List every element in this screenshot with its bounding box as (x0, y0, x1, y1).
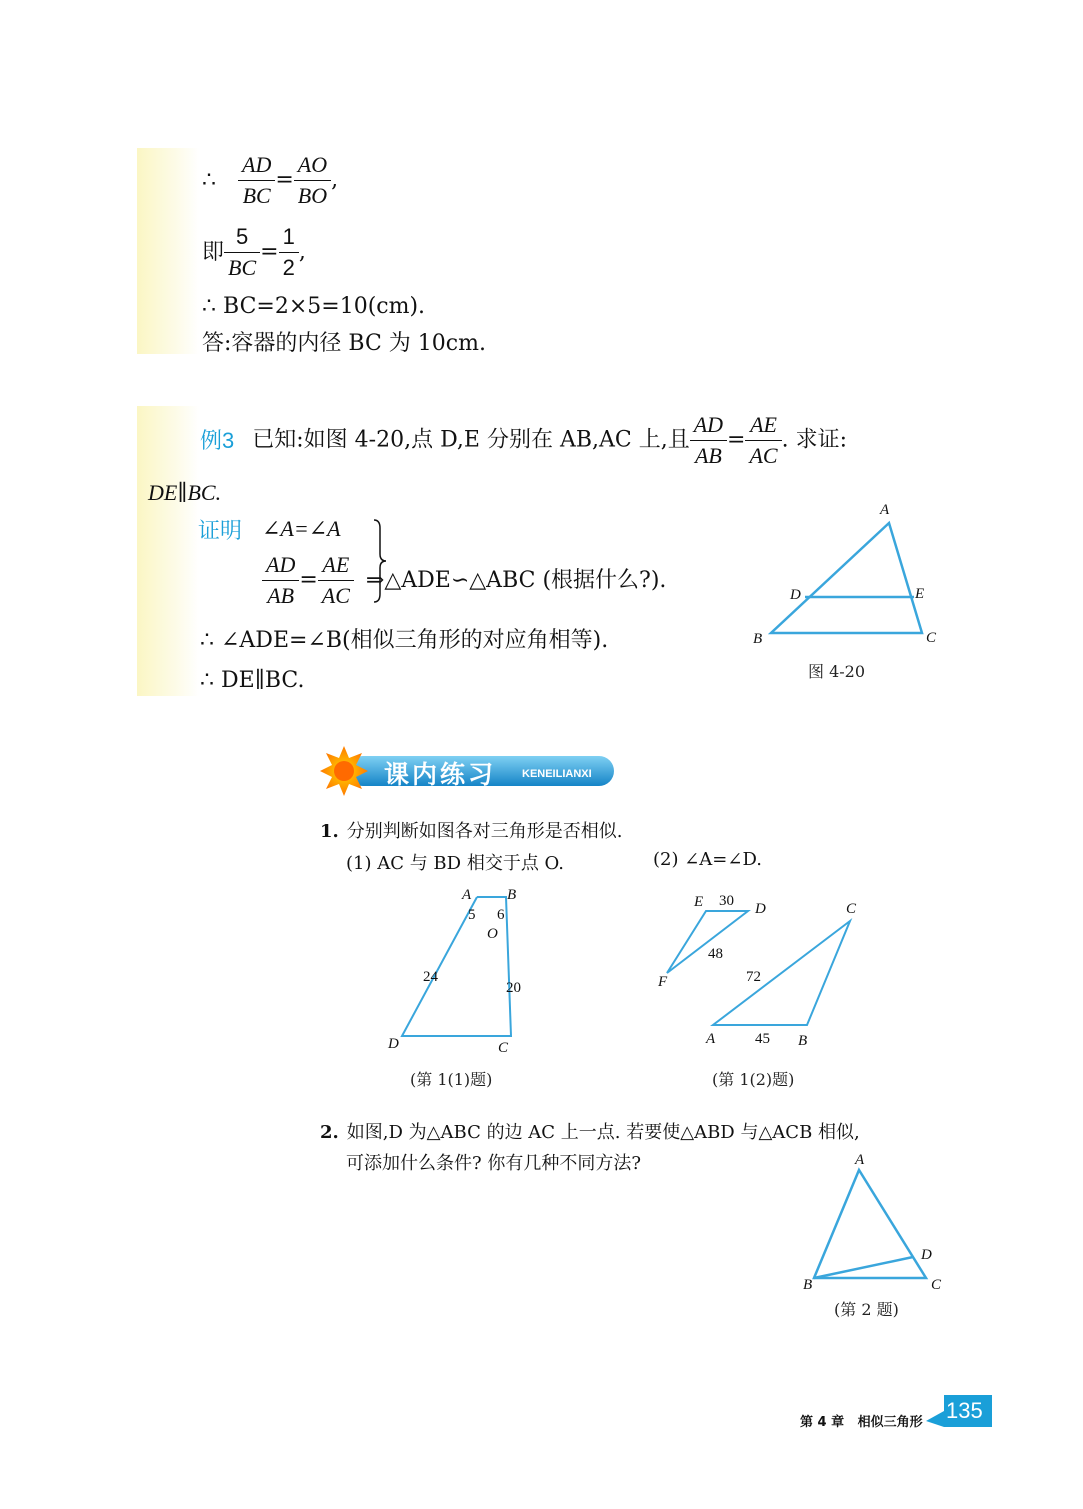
proof-brace (372, 518, 388, 604)
q2-statement-line2: 可添加什么条件? 你有几种不同方法? (346, 1153, 642, 1174)
proof-line-3: ∴ ∠ADE=∠B(相似三角形的对应角相等). (200, 628, 609, 653)
q2-label-d: D (921, 1247, 932, 1263)
q11-label-b: B (507, 887, 517, 903)
q12-label-d: D (755, 901, 766, 917)
proof-line-1: ∠A=∠A (262, 516, 341, 541)
fig420-label-d: D (790, 587, 801, 603)
proof-label: 证明 (198, 518, 243, 543)
fraction-1-2: $\frac{1}{2}$ (279, 222, 299, 283)
solution-answer: 答:容器的内径 BC 为 10cm. (202, 331, 486, 356)
q2-caption: (第 2 题) (834, 1300, 899, 1319)
q11-caption: (第 1(1)题) (410, 1070, 493, 1089)
fraction-ae-ac-proof: $\frac{AE}{AC}$ (318, 550, 354, 611)
fig420-label-c: C (926, 630, 937, 646)
q11-len-ao: 5 (468, 907, 476, 923)
fraction-ad-ab: $\frac{AD}{AB}$ (690, 410, 727, 471)
fig420-caption: 图 4-20 (808, 662, 866, 681)
q12-caption: (第 1(2)题) (712, 1070, 795, 1089)
q12-len-ac: 72 (746, 969, 761, 985)
example3-goal: DE∥BC. (148, 480, 222, 505)
fraction-ad-bc: $\frac{AD}{BC}$ (238, 150, 275, 211)
proof-line-2: $\frac{AD}{AB}$ = $\frac{AE}{AC}$ ⇒△ADE∽△ABC (根据什么?). (262, 550, 666, 611)
q2-label-c: C (931, 1277, 942, 1293)
q2-label-b: B (803, 1277, 813, 1293)
fig420-label-a: A (880, 502, 890, 518)
exercise-banner-subtitle: KENEILIANXI (522, 768, 592, 780)
exercise-banner-title: 课内练习 (384, 761, 497, 789)
example3-label: 例3 (200, 427, 235, 453)
q12-len-ed: 30 (719, 893, 734, 909)
q11-label-o: O (487, 926, 498, 942)
fig420-label-b: B (753, 631, 763, 647)
sidebar-highlight-example (137, 406, 199, 696)
q11-len-bo: 6 (497, 907, 505, 923)
q11-label-c: C (498, 1040, 509, 1056)
q1-part2: (2) ∠A=∠D. (653, 849, 762, 870)
q11-len-co: 20 (506, 980, 521, 996)
q12-label-a: A (706, 1031, 716, 1047)
solution-line-2: 即 $\frac{5}{BC}$ = $\frac{1}{2}$ , (202, 222, 306, 283)
q1-part1: (1) AC 与 BD 相交于点 O. (346, 853, 564, 874)
solution-line-3: ∴ BC=2×5=10(cm). (202, 294, 426, 319)
q12-len-df: 48 (708, 946, 723, 962)
q12-len-ab: 45 (755, 1031, 770, 1047)
footer-chapter: 第 4 章 相似三角形 (800, 1415, 923, 1430)
q12-label-c: C (846, 901, 857, 917)
page-number: 135 (946, 1398, 983, 1423)
q12-label-b: B (798, 1033, 808, 1049)
q11-label-a: A (462, 887, 472, 903)
q2-label-a: A (855, 1152, 865, 1168)
fraction-ad-ab-proof: $\frac{AD}{AB}$ (262, 550, 299, 611)
q12-label-e: E (694, 894, 704, 910)
q11-len-do: 24 (423, 969, 438, 985)
q1-statement: 1. 分别判断如图各对三角形是否相似. (320, 821, 623, 842)
q11-label-d: D (388, 1036, 399, 1052)
example3-statement: 例3 已知:如图 4-20,点 D,E 分别在 AB,AC 上,且 $\frac{AD}{AB}$ = $\frac{AE}{AC}$ . 求证: (200, 410, 847, 471)
solution-line-1: ∴ $\frac{AD}{BC}$ = $\frac{AO}{BO}$ , (202, 150, 338, 211)
fraction-ae-ac: $\frac{AE}{AC}$ (745, 410, 781, 471)
fig420-label-e: E (915, 586, 925, 602)
q2-statement: 2. 如图,D 为△ABC 的边 AC 上一点. 若要使△ABD 与△ACB 相似, (320, 1122, 860, 1143)
sidebar-highlight-top (137, 148, 199, 354)
proof-line-4: ∴ DE∥BC. (200, 668, 305, 693)
fraction-5-bc: $\frac{5}{BC}$ (224, 222, 260, 283)
q12-label-f: F (658, 974, 668, 990)
figure-q1-1 (380, 880, 540, 1050)
fraction-ao-bo: $\frac{AO}{BO}$ (294, 150, 331, 211)
figure-q2 (800, 1160, 940, 1290)
